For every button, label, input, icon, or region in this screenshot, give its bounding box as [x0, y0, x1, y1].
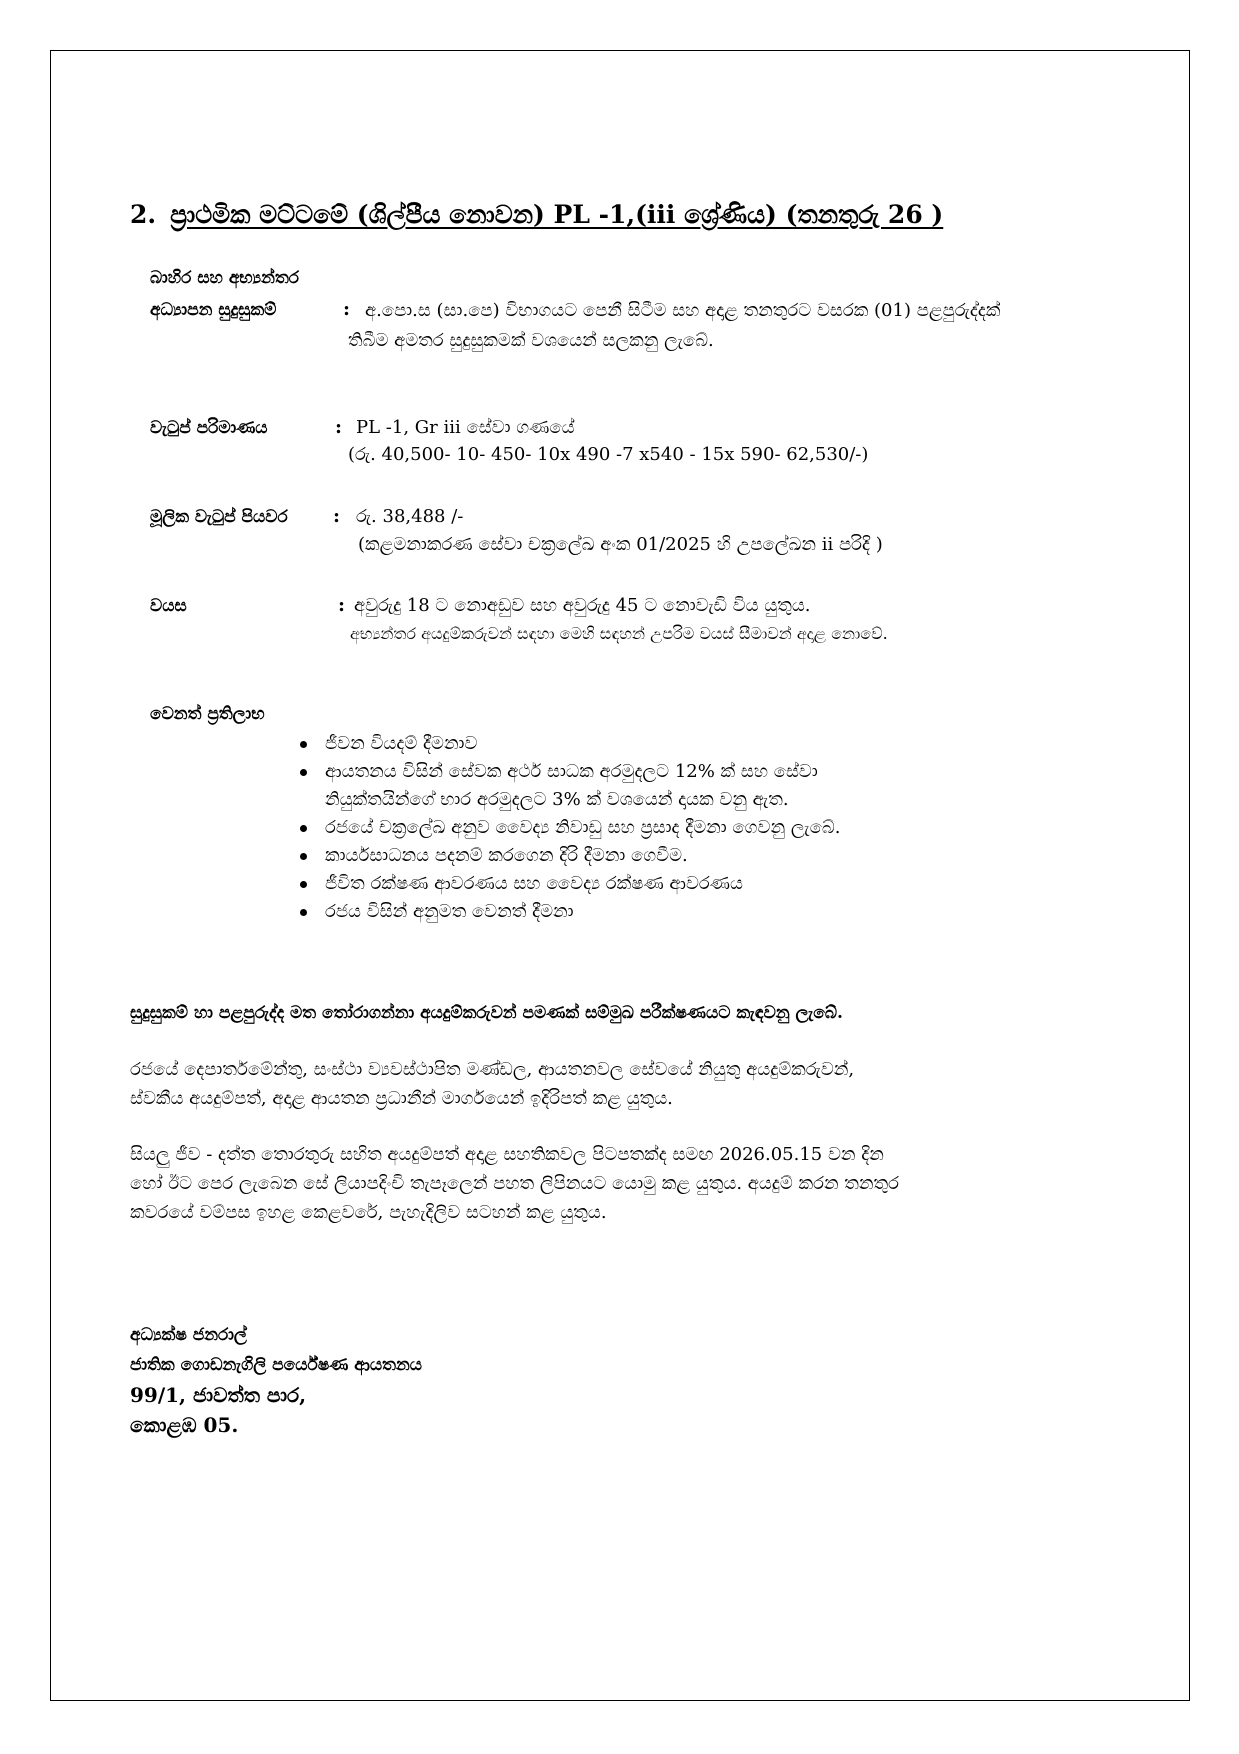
benefit-item: ජීවිත රක්ෂණ ආවරණය සහ වෛද්‍ය රක්ෂණ ආවරණය — [300, 870, 840, 898]
submission-line2: හෝ ඊට පෙර ලැබෙන සේ ලියාපදිංචි තැපෑලෙන් පහත ලිපිනයට යොමු කළ යුතුය. අයදුම් කරන තනතුර — [130, 1173, 900, 1194]
benefits-label: වෙනත් ප්‍රතිලාභ — [150, 704, 265, 724]
age-colon: : — [338, 594, 346, 616]
govt-applicants-line1: රජයේ දෙපාර්තමේන්තු, සංස්ථා ව්‍යවස්ථාපිත මණ්ඩල, ආයතනවල සේවයේ නියුතු අයදුම්කරුවන්, — [130, 1059, 855, 1080]
initial-salary-line2: (කළමනාකරණ සේවා චක්‍රලේඛ අංක 01/2025 හි උපලේඛන ii පරිදි ) — [358, 534, 883, 555]
submission-line3: කවරයේ වම්පස ඉහළ කෙළවරේ, පැහැදිලිව සටහන් කළ යුතුය. — [130, 1202, 607, 1223]
salary-scale-line2: (රු. 40,500- 10- 450- 10x 490 -7 x540 - 15x 590- 62,530/-) — [348, 444, 869, 465]
initial-salary-line1: රු. 38,488 /- — [356, 506, 464, 527]
institution-name: ජාතික ගොඩනැගිලි පර්යේෂණ ආයතනය — [130, 1355, 422, 1375]
bullet-icon — [300, 825, 307, 832]
interview-note: සුදුසුකම් හා පළපුරුද්ද මත තෝරාගන්නා අයදුම්කරුවන් පමණක් සම්මුඛ පරීක්ෂණයට කැඳවනු ලැබේ. — [130, 1003, 843, 1023]
qualifications-label-line2: අධ්‍යාපන සුදුසුකම් — [150, 300, 277, 320]
benefit-item: ආයතනය විසින් සේවක අර්ථ සාධක අරමුදලට 12% ක් සහ සේවා — [300, 758, 840, 786]
initial-salary-colon: : — [333, 505, 341, 527]
salary-scale-colon: : — [335, 416, 343, 438]
age-line2: අභ්‍යන්තර අයදුම්කරුවන් සඳහා මෙහි සඳහන් උපරිම වයස් සීමාවන් අදාළ නොවේ. — [350, 624, 888, 643]
benefit-item: කාර්යසාධනය පදනම් කරගෙන දිරි දීමනා ගෙවීම. — [300, 842, 840, 870]
bullet-icon — [300, 853, 307, 860]
salary-scale-label: වැටුප් පරිමාණය — [150, 418, 268, 438]
address-block — [130, 1320, 422, 1440]
signatory-title: අධ්‍යක්ෂ ජනරාල් — [130, 1325, 247, 1345]
age-line1: අවුරුදු 18 ට නොඅඩුව සහ අවුරුදු 45 ට නොවැඩි විය යුතුය. — [354, 595, 811, 616]
section-number: 2. — [130, 200, 157, 229]
benefit-item: ජීවන වියදම් දීමනාව — [300, 730, 840, 758]
govt-applicants-line2: ස්වකීය අයදුම්පත්, අදාළ ආයතන ප්‍රධානීන් මාර්ගයෙන් ඉදිරිපත් කළ යුතුය. — [130, 1088, 673, 1109]
govt-applicants-paragraph — [130, 1055, 854, 1113]
benefits-list — [300, 730, 840, 926]
submission-paragraph — [130, 1140, 899, 1227]
bullet-icon — [300, 741, 307, 748]
address-street: 99/1, ජාවත්ත පාර, — [130, 1383, 307, 1407]
qualifications-colon: : — [343, 298, 351, 320]
bullet-icon — [300, 881, 307, 888]
age-label: වයස — [150, 596, 187, 616]
address-city: කොළඹ 05. — [130, 1413, 239, 1437]
qualifications-text-line2: තිබීම අමතර සුදුසුකමක් වශයෙන් සලකනු ලැබේ. — [348, 330, 714, 351]
qualifications-text-line1: අ.පො.ස (සා.පෙ) විභාගයට පෙනී සිටීම සහ අදාළ තනතුරට වසරක (01) පළපුරුද්දක් — [365, 300, 1001, 321]
initial-salary-label: මූලික වැටුප් පියවර — [150, 507, 288, 527]
bullet-icon — [300, 769, 307, 776]
qualifications-label-line1: බාහිර සහ අභ්‍යන්තර — [150, 268, 300, 288]
benefit-item: රජය විසින් අනුමත වෙනත් දීමනා — [300, 898, 840, 926]
benefit-item-continuation: නියුක්තයින්ගේ භාර අරමුදලට 3% ක් වශයෙන් දායක වනු ඇත. — [325, 789, 789, 810]
benefit-item: රජයේ චක්‍රලේඛ අනුව වෛද්‍ය නිවාඩු සහ ප්‍රසාද දීමනා ගෙවනු ලැබේ. — [300, 814, 840, 842]
submission-line1: සියලු ජීව - දත්ත තොරතුරු සහිත අයදුම්පත් අදාළ සහතිකවල පිටපතක්ද සමඟ 2026.05.15 වන දින — [130, 1144, 884, 1165]
bullet-icon — [300, 909, 307, 916]
salary-scale-line1: PL -1, Gr iii සේවා ගණයේ — [356, 417, 575, 438]
section-heading — [130, 200, 943, 230]
section-title: ප්‍රාථමික මට්ටමේ (ශිල්පීය නොවන) PL -1,(iii ශ්‍රේණිය) (තනතුරු 26 ) — [170, 200, 944, 229]
